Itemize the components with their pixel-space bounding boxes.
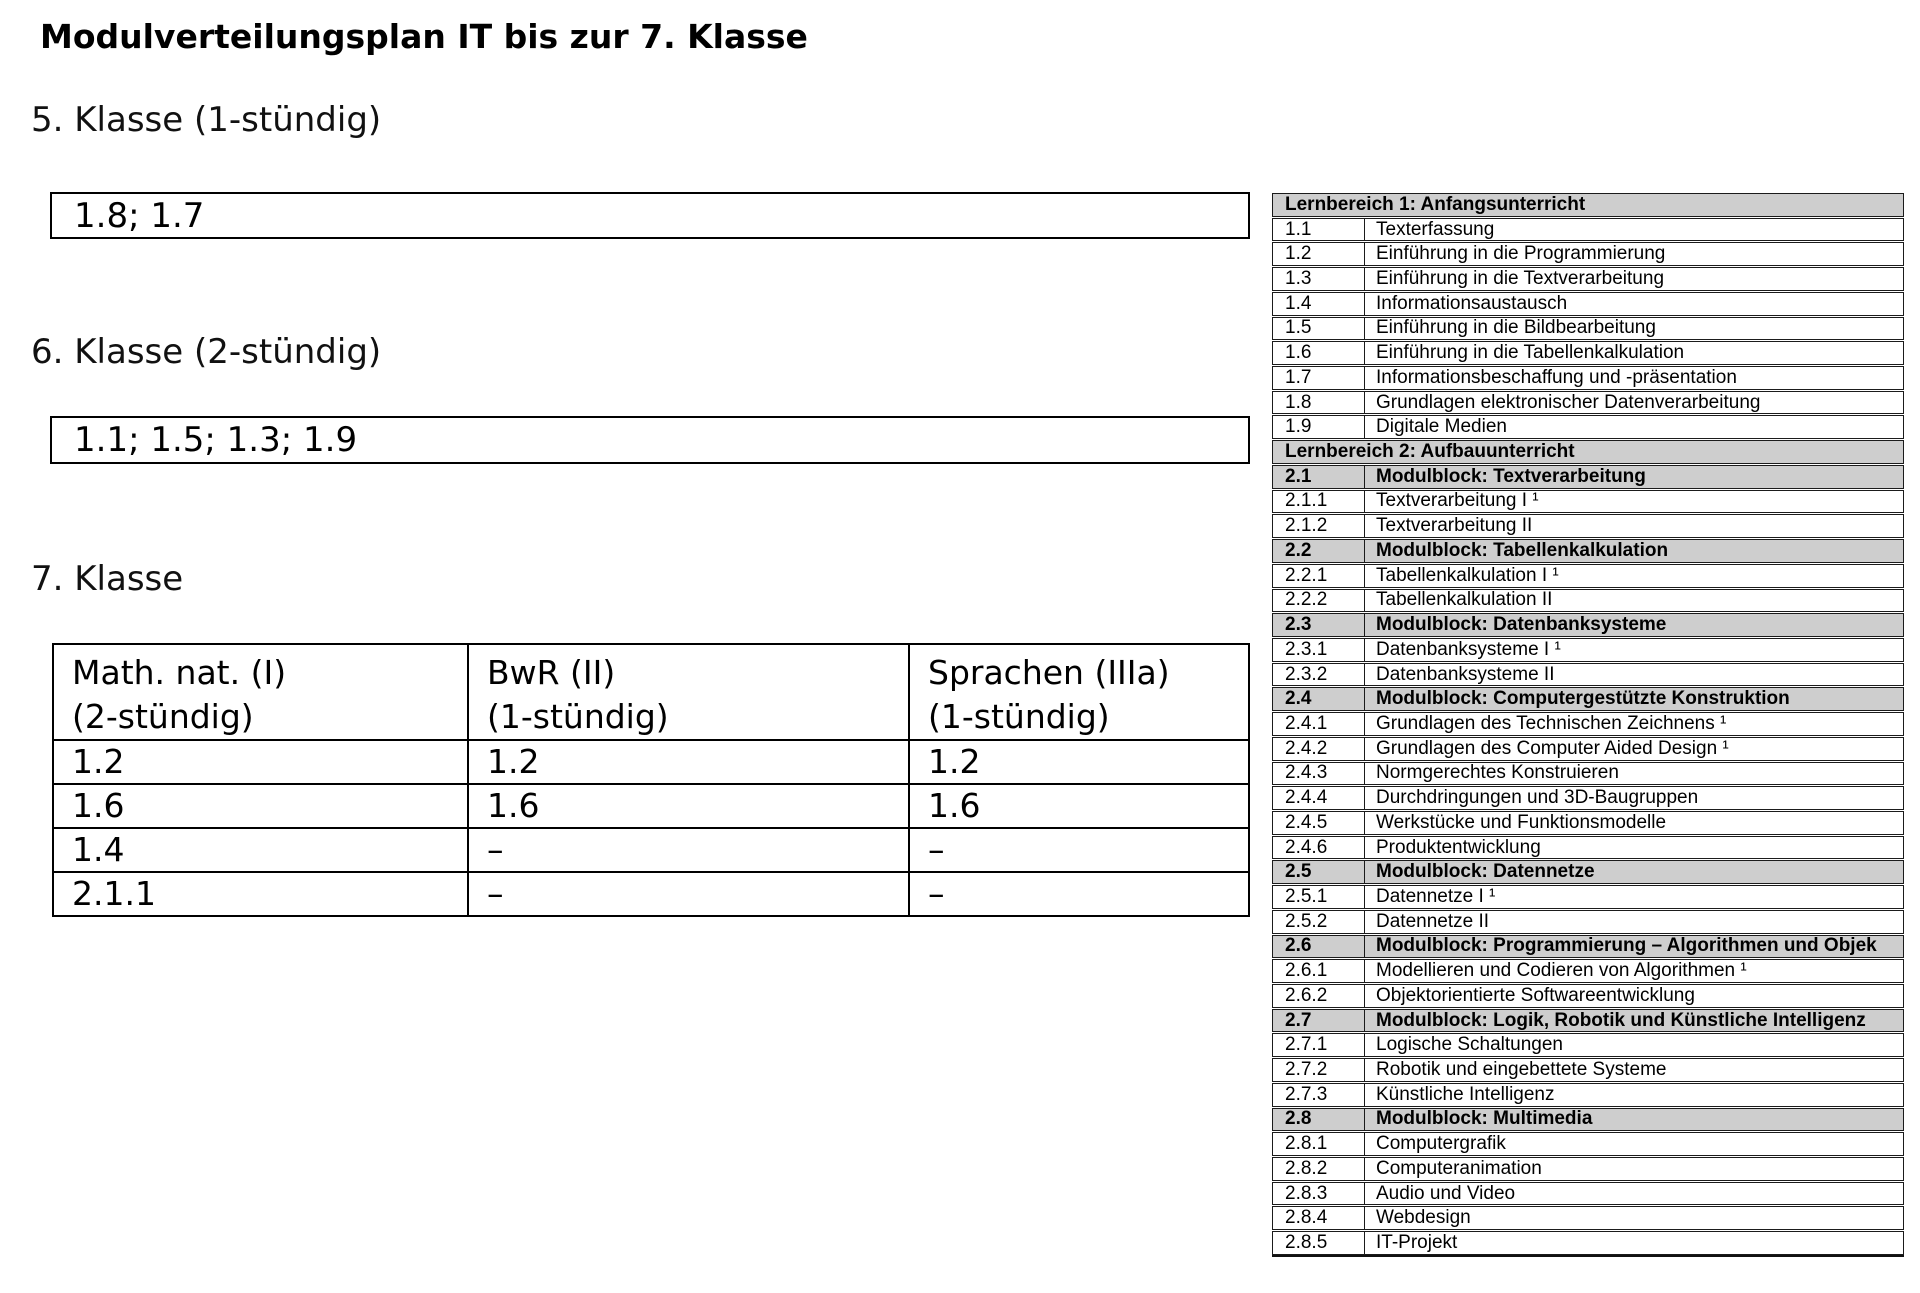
module-title: Modulblock: Datenbanksysteme <box>1364 614 1903 636</box>
module-number: 2.4.5 <box>1285 811 1328 833</box>
module-title: Textverarbeitung I ¹ <box>1364 491 1903 513</box>
module-row <box>1272 1182 1904 1206</box>
module-title: Modulblock: Logik, Robotik und Künstliche Intelligenz <box>1364 1010 1903 1032</box>
module-title: Audio und Video <box>1364 1183 1903 1205</box>
module-title: Grundlagen des Computer Aided Design ¹ <box>1364 738 1903 760</box>
module-title: Datennetze I ¹ <box>1364 886 1903 908</box>
module-row <box>1272 465 1904 489</box>
module-number: 1.8 <box>1285 391 1312 413</box>
module-row <box>1272 687 1904 711</box>
module-number: 2.5.2 <box>1285 910 1328 932</box>
module-title: Logische Schaltungen <box>1364 1034 1903 1056</box>
heading-klasse-5: 5. Klasse (1-stündig) <box>31 100 382 140</box>
column-title: Math. nat. (I) <box>72 653 287 692</box>
klasse7-header-cell <box>909 644 1249 740</box>
module-title: Robotik und eingebettete Systeme <box>1364 1059 1903 1081</box>
cell-sprachen: 1.6 <box>909 784 1249 828</box>
module-number: 2.8.4 <box>1285 1207 1328 1229</box>
cell-math-nat: 1.6 <box>53 784 468 828</box>
module-number: 2.7.2 <box>1285 1059 1328 1081</box>
module-row <box>1272 737 1904 761</box>
module-title: Durchdringungen und 3D-Baugruppen <box>1364 787 1903 809</box>
module-number: 2.1.1 <box>1285 490 1328 512</box>
klasse7-header-cell <box>53 644 468 740</box>
cell-bwr: 1.2 <box>468 740 909 784</box>
module-row <box>1272 836 1904 860</box>
modules-box-klasse-5 <box>50 192 1250 239</box>
cell-sprachen: – <box>909 828 1249 872</box>
module-row <box>1272 910 1904 934</box>
table-row <box>53 784 1249 828</box>
module-number: 2.3 <box>1285 614 1312 636</box>
module-title: Modellieren und Codieren von Algorithmen ¹ <box>1364 960 1903 982</box>
module-title: Grundlagen des Technischen Zeichnens ¹ <box>1364 713 1903 735</box>
cell-sprachen: 1.2 <box>909 740 1249 784</box>
module-row <box>1272 1009 1904 1033</box>
cell-math-nat: 1.4 <box>53 828 468 872</box>
module-number: 2.8.1 <box>1285 1133 1328 1155</box>
klasse7-table-body <box>53 740 1249 916</box>
module-title: Einführung in die Programmierung <box>1364 243 1903 265</box>
module-title: Objektorientierte Softwareentwicklung <box>1364 985 1903 1007</box>
module-row <box>1272 218 1904 242</box>
module-row <box>1272 663 1904 687</box>
module-row <box>1272 1108 1904 1132</box>
module-number: 1.7 <box>1285 366 1312 388</box>
module-number: 2.4.1 <box>1285 712 1328 734</box>
module-number: 2.3.2 <box>1285 663 1328 685</box>
column-title: Sprachen (IIIa) <box>928 653 1170 692</box>
module-title: Datennetze II <box>1364 911 1903 933</box>
module-number: 2.2 <box>1285 539 1312 561</box>
module-row <box>1272 984 1904 1008</box>
module-number: 2.6.1 <box>1285 960 1328 982</box>
module-number: 2.6.2 <box>1285 984 1328 1006</box>
module-number: 2.8.3 <box>1285 1182 1328 1204</box>
module-title: Texterfassung <box>1364 219 1903 241</box>
table-row <box>53 828 1249 872</box>
module-title: Tabellenkalkulation I ¹ <box>1364 565 1903 587</box>
module-row <box>1272 786 1904 810</box>
module-title: Modulblock: Tabellenkalkulation <box>1364 540 1903 562</box>
module-row <box>1272 440 1904 464</box>
module-row <box>1272 267 1904 291</box>
module-row <box>1272 341 1904 365</box>
module-title: Werkstücke und Funktionsmodelle <box>1364 812 1903 834</box>
cell-bwr: – <box>468 872 909 916</box>
module-number: 2.5 <box>1285 861 1312 883</box>
module-title: Computeranimation <box>1364 1158 1903 1180</box>
module-row <box>1272 762 1904 786</box>
module-row <box>1272 1157 1904 1181</box>
module-number: 2.7 <box>1285 1009 1312 1031</box>
module-row <box>1272 589 1904 613</box>
module-row <box>1272 490 1904 514</box>
module-title: Informationsbeschaffung und -präsentation <box>1364 367 1903 389</box>
module-title: Tabellenkalkulation II <box>1364 590 1903 612</box>
module-title: Lernbereich 1: Anfangsunterricht <box>1285 194 1586 215</box>
module-row <box>1272 242 1904 266</box>
module-row <box>1272 1033 1904 1057</box>
module-title: Datenbanksysteme II <box>1364 664 1903 686</box>
module-row <box>1272 613 1904 637</box>
module-row <box>1272 292 1904 316</box>
klasse7-header-cell <box>468 644 909 740</box>
modules-box-klasse-6 <box>50 416 1250 464</box>
page-title: Modulverteilungsplan IT bis zur 7. Klasse <box>40 17 808 56</box>
module-number: 2.4.3 <box>1285 762 1328 784</box>
module-number: 2.4.4 <box>1285 787 1328 809</box>
module-number: 2.1.2 <box>1285 515 1328 537</box>
module-row <box>1272 935 1904 959</box>
module-title: Einführung in die Bildbearbeitung <box>1364 318 1903 340</box>
module-title: Modulblock: Computergestützte Konstruktion <box>1364 688 1903 710</box>
module-title: Computergrafik <box>1364 1133 1903 1155</box>
klasse7-header-row <box>53 644 1249 740</box>
heading-klasse-6: 6. Klasse (2-stündig) <box>31 332 382 372</box>
module-row <box>1272 638 1904 662</box>
module-row <box>1272 514 1904 538</box>
module-title: Webdesign <box>1364 1207 1903 1229</box>
module-row <box>1272 317 1904 341</box>
module-title: Lernbereich 2: Aufbauunterricht <box>1285 441 1575 463</box>
column-subtitle: (2-stündig) <box>72 697 254 736</box>
cell-sprachen: – <box>909 872 1249 916</box>
module-title: Digitale Medien <box>1364 416 1903 438</box>
module-row <box>1272 1058 1904 1082</box>
module-number: 2.2.2 <box>1285 589 1328 611</box>
module-title: Normgerechtes Konstruieren <box>1364 763 1903 785</box>
module-row <box>1272 811 1904 835</box>
module-row <box>1272 539 1904 563</box>
module-title: Einführung in die Textverarbeitung <box>1364 268 1903 290</box>
module-row <box>1272 391 1904 415</box>
module-number: 2.5.1 <box>1285 885 1328 907</box>
column-subtitle: (1-stündig) <box>487 697 669 736</box>
table-row <box>53 740 1249 784</box>
module-row <box>1272 1083 1904 1107</box>
module-number: 2.4 <box>1285 688 1312 710</box>
module-number: 1.1 <box>1285 218 1312 240</box>
module-title: Modulblock: Multimedia <box>1364 1109 1903 1131</box>
cell-bwr: – <box>468 828 909 872</box>
module-row <box>1272 366 1904 390</box>
module-number: 1.5 <box>1285 317 1312 339</box>
module-number: 2.3.1 <box>1285 638 1328 660</box>
klasse7-table <box>52 643 1250 917</box>
module-title: Künstliche Intelligenz <box>1364 1084 1903 1106</box>
module-number: 1.4 <box>1285 292 1312 314</box>
cell-bwr: 1.6 <box>468 784 909 828</box>
module-row <box>1272 1206 1904 1230</box>
module-row <box>1272 1231 1904 1255</box>
module-number: 1.9 <box>1285 416 1312 438</box>
module-number: 2.4.6 <box>1285 836 1328 858</box>
module-number: 2.8 <box>1285 1108 1312 1130</box>
column-title: BwR (II) <box>487 653 616 692</box>
column-subtitle: (1-stündig) <box>928 697 1110 736</box>
module-title: Grundlagen elektronischer Datenverarbeitung <box>1364 392 1903 414</box>
module-reference-table <box>1272 193 1904 1257</box>
module-title: IT-Projekt <box>1364 1232 1903 1254</box>
module-title: Datenbanksysteme I ¹ <box>1364 639 1903 661</box>
cell-math-nat: 2.1.1 <box>53 872 468 916</box>
modules-value-klasse-5: 1.8; 1.7 <box>74 195 205 236</box>
module-title: Einführung in die Tabellenkalkulation <box>1364 342 1903 364</box>
module-row <box>1272 564 1904 588</box>
module-number: 2.8.2 <box>1285 1157 1328 1179</box>
cell-math-nat: 1.2 <box>53 740 468 784</box>
module-title: Modulblock: Datennetze <box>1364 861 1903 883</box>
module-number: 2.7.3 <box>1285 1083 1328 1105</box>
module-row <box>1272 885 1904 909</box>
table-row <box>53 872 1249 916</box>
module-row <box>1272 193 1904 217</box>
heading-klasse-7: 7. Klasse <box>31 559 184 599</box>
module-number: 2.1 <box>1285 465 1312 487</box>
module-number: 1.2 <box>1285 243 1312 265</box>
module-row <box>1272 712 1904 736</box>
module-number: 1.6 <box>1285 342 1312 364</box>
module-title: Informationsaustausch <box>1364 293 1903 315</box>
module-row <box>1272 1132 1904 1156</box>
module-row <box>1272 415 1904 439</box>
module-row <box>1272 860 1904 884</box>
module-number: 2.8.5 <box>1285 1232 1328 1254</box>
module-number: 2.7.1 <box>1285 1034 1328 1056</box>
module-title: Modulblock: Programmierung – Algorithmen und Objek <box>1364 936 1903 958</box>
module-number: 2.4.2 <box>1285 737 1328 759</box>
module-number: 1.3 <box>1285 268 1312 290</box>
module-title: Produktentwicklung <box>1364 837 1903 859</box>
module-number: 2.6 <box>1285 935 1312 957</box>
module-number: 2.2.1 <box>1285 564 1328 586</box>
module-row <box>1272 959 1904 983</box>
module-title: Modulblock: Textverarbeitung <box>1364 466 1903 488</box>
module-title: Textverarbeitung II <box>1364 515 1903 537</box>
modules-value-klasse-6: 1.1; 1.5; 1.3; 1.9 <box>74 420 358 460</box>
